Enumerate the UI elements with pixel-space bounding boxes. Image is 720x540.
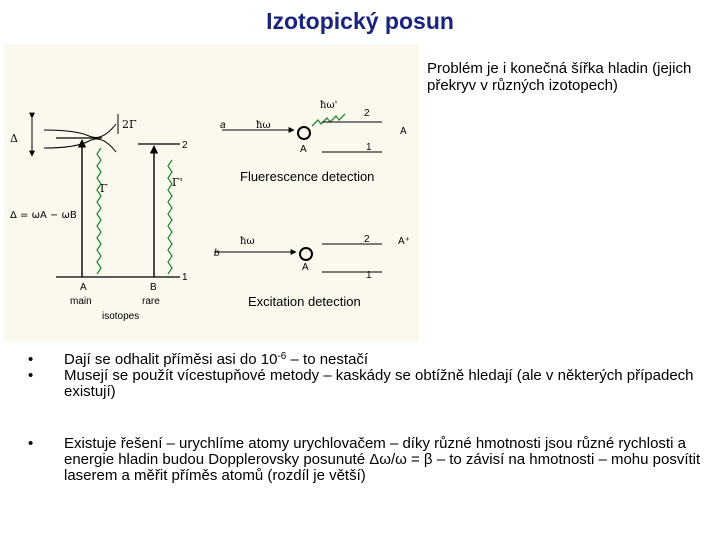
fluorescence-caption: Fluerescence detection <box>240 169 375 184</box>
bullet-item <box>24 368 704 400</box>
bullet-list-1 <box>24 352 704 400</box>
bullet-text: Dají se odhalit příměsi asi do 10 <box>64 351 278 368</box>
label-A: A <box>80 282 87 293</box>
top-hw-prime: ħω' <box>320 100 338 111</box>
label-B: B <box>150 282 157 293</box>
bullet-text: Existuje řešení – urychlíme atomy urychlovačem – díky různé hmotnosti jsou různé rychlosti a energie hladin budou Dopplerovsky posunuté Δω/ω = β – to závisí na hmotnosti – mohu posvítit laserem a měřit příměs atomů (rozdíl je větší) <box>64 435 701 484</box>
top-level2-label: 2 <box>364 108 370 119</box>
bottom-atomA-label: A <box>302 262 309 273</box>
bullet-dot: • <box>28 351 34 368</box>
label-delta-formula: Δ = ωA − ωB <box>10 210 77 221</box>
bullet-text-after: – to nestačí <box>286 351 369 368</box>
top-level1-label: 1 <box>366 142 372 153</box>
top-a: a <box>220 120 226 131</box>
bullet-dot: • <box>28 367 34 384</box>
top-A-right: A <box>400 126 407 137</box>
bottom-level1-label: 1 <box>366 270 372 281</box>
excitation-caption: Excitation detection <box>248 294 361 309</box>
label-gamma: Γ <box>100 182 108 195</box>
bottom-b: b <box>214 248 220 259</box>
label-2gamma: 2Γ <box>122 118 137 131</box>
label-level2-left: 2 <box>182 140 188 151</box>
bottom-level2-label: 2 <box>364 234 370 245</box>
label-level1-left: 1 <box>182 272 188 283</box>
top-hw: ħω <box>256 120 271 131</box>
isotope-shift-diagram <box>4 44 419 341</box>
bullet-text: Musejí se použít vícestupňové metody – kaskády se obtížně hledají (ale v některých případech existují) <box>64 367 694 400</box>
bullet-dot: • <box>28 435 34 452</box>
bullet-item <box>24 352 704 368</box>
label-isotopes: isotopes <box>102 311 140 322</box>
slide-title: Izotopický posun <box>266 8 454 34</box>
bullet-item <box>24 436 704 484</box>
label-gamma-prime: Γ' <box>172 176 183 189</box>
label-main: main <box>70 296 92 307</box>
bullet-list-2 <box>24 436 704 484</box>
bullet-sup: -6 <box>277 351 287 362</box>
label-delta: Δ <box>10 132 18 145</box>
top-atomA-label: A <box>300 144 307 155</box>
bottom-hw: ħω <box>240 236 255 247</box>
linewidth-note: Problém je i konečná šířka hladin (jejich překryv v různých izotopech) <box>427 60 692 94</box>
label-rare: rare <box>142 296 160 307</box>
bottom-Aplus: A⁺ <box>398 236 410 247</box>
